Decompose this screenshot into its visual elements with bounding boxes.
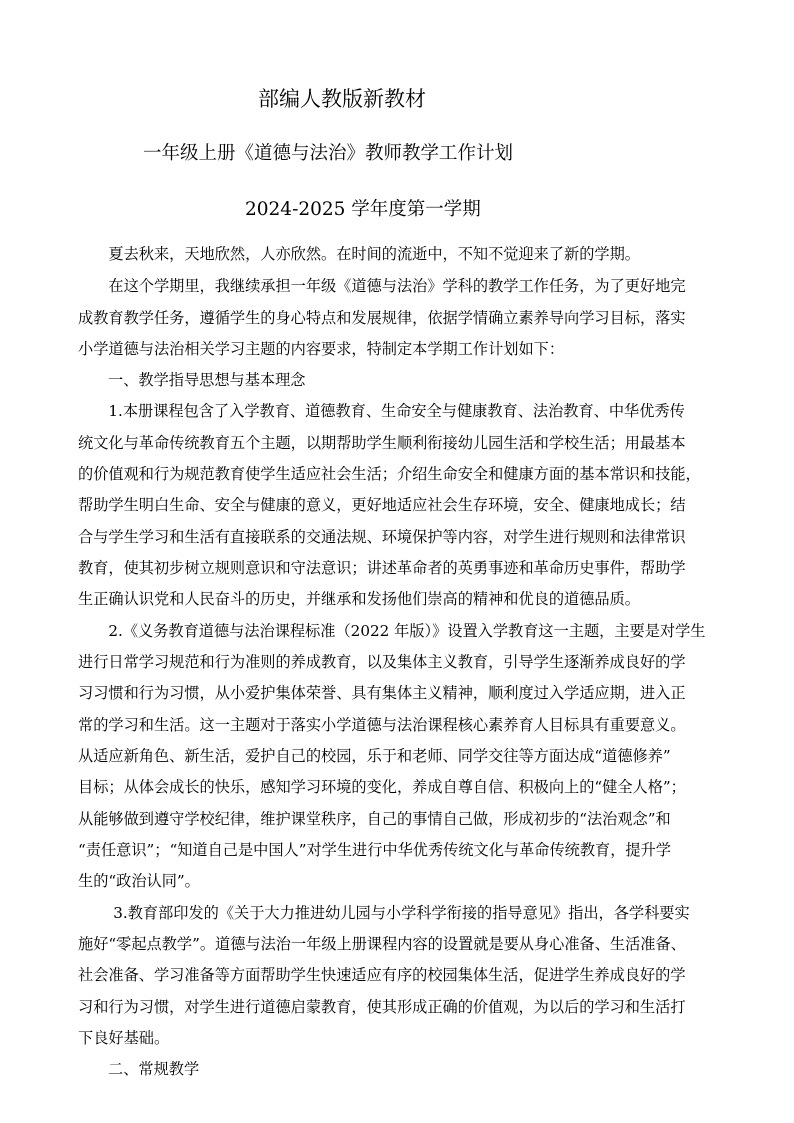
body-line: 成教育教学任务，遵循学生的身心特点和发展规律，依据学情确立素养导向学习目标，落实 bbox=[78, 309, 686, 327]
section-heading: 一、教学指导思想与基本理念 bbox=[108, 371, 306, 389]
section-heading: 二、常规教学 bbox=[108, 1060, 200, 1078]
body-line: 习和行为习惯，对学生进行道德启蒙教育，使其形成正确的价值观，为以后的学习和生活打 bbox=[78, 998, 686, 1016]
body-line: 小学道德与法治相关学习主题的内容要求，特制定本学期工作计划如下： bbox=[78, 340, 564, 358]
body-line: 帮助学生明白生命、安全与健康的意义，更好地适应社会生存环境，安全、健康地成长；结 bbox=[78, 496, 686, 514]
body-line: 从能够做到遵守学校纪律，维护课堂秩序，自己的事情自己做，形成初步的“法治观念”和 bbox=[78, 810, 671, 828]
body-line: 合与学生学习和生活有直接联系的交通法规、环境保护等内容，对学生进行规则和法律常识 bbox=[78, 528, 686, 546]
document-term: 2024-2025 学年度第一学期 bbox=[245, 199, 481, 220]
body-line: 3.教育部印发的《关于大力推进幼儿园与小学科学衔接的指导意见》指出，各学科要实 bbox=[78, 904, 690, 922]
body-line: 下良好基础。 bbox=[78, 1029, 170, 1047]
body-line: 施好“零起点教学”。道德与法治一年级上册课程内容的设置就是要从身心准备、生活准备、 bbox=[78, 935, 686, 953]
body-line: 习习惯和行为习惯，从小爱护集体荣誉、具有集体主义精神，顺利度过入学适应期，进入正 bbox=[78, 684, 686, 702]
body-line: 的价值观和行为规范教育使学生适应社会生活；介绍生命安全和健康方面的基本常识和技能， bbox=[78, 465, 701, 483]
body-line: 常的学习和生活。这一主题对于落实小学道德与法治课程核心素养育人目标具有重要意义。 bbox=[78, 716, 686, 734]
body-line: 统文化与革命传统教育五个主题，以期帮助学生顺利衔接幼儿园生活和学校生活；用最基本 bbox=[78, 434, 686, 452]
body-line: 2.《义务教育道德与法治课程标准（2022 年版）》设置入学教育这一主题，主要是对学生 bbox=[78, 622, 706, 640]
body-line: 目标；从体会成长的快乐，感知学习环境的变化，养成自尊自信、积极向上的“健全人格”； bbox=[78, 778, 686, 796]
body-line: 生的“政治认同”。 bbox=[78, 872, 200, 890]
body-line: 在这个学期里，我继续承担一年级《道德与法治》学科的教学工作任务，为了更好地完 bbox=[78, 277, 686, 295]
body-line: 进行日常学习规范和行为准则的养成教育，以及集体主义教育，引导学生逐渐养成良好的学 bbox=[78, 653, 686, 671]
body-line: 1.本册课程包含了入学教育、道德教育、生命安全与健康教育、法治教育、中华优秀传 bbox=[78, 402, 685, 420]
document-subtitle: 一年级上册《道德与法治》教师教学工作计划 bbox=[143, 143, 514, 164]
body-line: 生正确认识党和人民奋斗的历史，并继承和发扬他们崇高的精神和优良的道德品质。 bbox=[78, 590, 640, 608]
body-line: 社会准备、学习准备等方面帮助学生快速适应有序的校园集体生活，促进学生养成良好的学 bbox=[78, 966, 686, 984]
body-line: 从适应新角色、新生活，爱护自己的校园，乐于和老师、同学交往等方面达成“道德修养” bbox=[78, 747, 671, 765]
body-line: 夏去秋来，天地欣然，人亦欣然。在时间的流逝中，不知不觉迎来了新的学期。 bbox=[78, 245, 640, 263]
body-line: “责任意识”；“知道自己是中国人”对学生进行中华优秀传统文化与革命传统教育，提升学 bbox=[78, 841, 671, 859]
body-line: 教育，使其初步树立规则意识和守法意识；讲述革命者的英勇事迹和革命历史事件，帮助学 bbox=[78, 559, 686, 577]
document-title: 部编人教版新教材 bbox=[258, 87, 426, 111]
